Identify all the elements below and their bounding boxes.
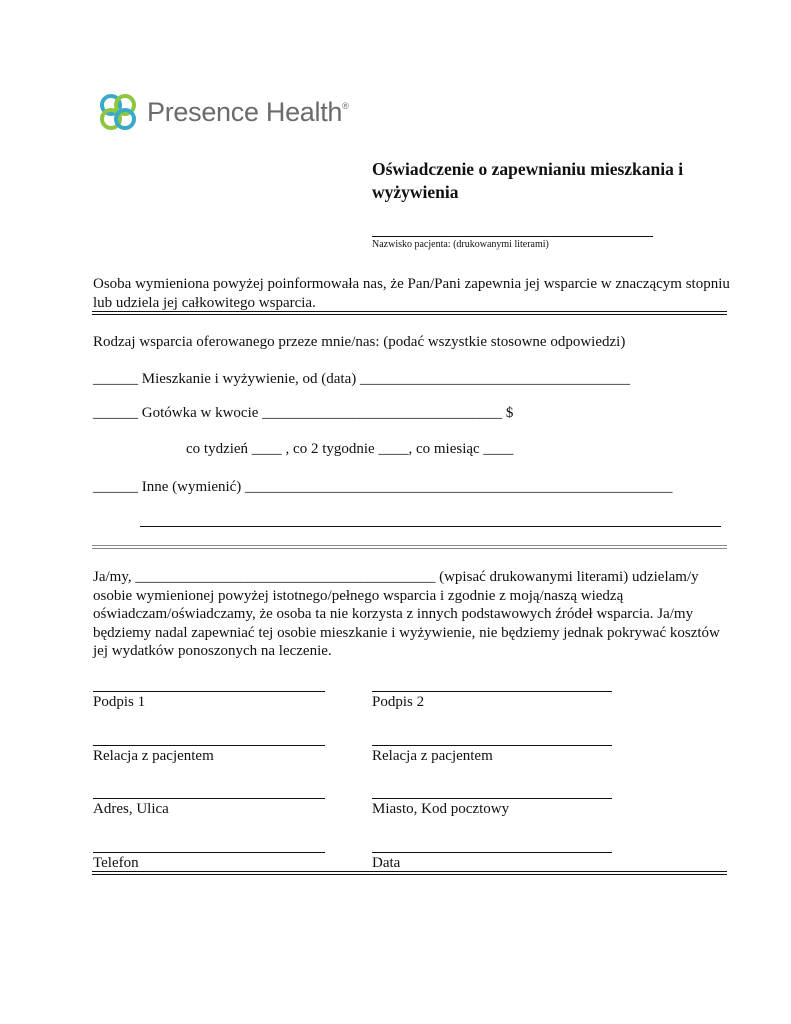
city-postal-line[interactable]	[372, 798, 612, 799]
city-postal-label: Miasto, Kod pocztowy	[372, 801, 510, 817]
date-label: Data	[372, 855, 401, 871]
declaration-paragraph: Ja/my, ________________________________________ (wpisać drukowanymi literami) udzielam/y osobie wymienionej powyżej istotnego/pełnego wsparcia i zgodnie z moją/naszą wiedzą oświadczam/oświadczamy, że osoba ta nie korzysta z innych podstawowych źródeł wsparcia. Ja/my będziemy nadal zapewniać tej osobie mieszkanie i wyżywienie, nie będziemy jednak pokrywać kosztów jej wydatków ponoszonych na leczenie.	[93, 569, 720, 659]
document-title: Oświadczenie o zapewnianiu mieszkania i wyżywienia	[372, 159, 684, 202]
address-street-line[interactable]	[93, 798, 325, 799]
housing-option[interactable]: ______ Mieszkanie i wyżywienie, od (data) ____________________________________	[93, 371, 631, 387]
relation-2-label: Relacja z pacjentem	[372, 748, 493, 764]
relation-1-label: Relacja z pacjentem	[93, 748, 214, 764]
relation-2-line[interactable]	[372, 745, 612, 746]
phone-label: Telefon	[93, 855, 139, 871]
signature-2-label: Podpis 2	[372, 694, 425, 710]
patient-name-caption: Nazwisko pacjenta: (drukowanymi literami)	[372, 239, 549, 250]
bottom-divider	[92, 871, 727, 875]
intro-paragraph: Osoba wymieniona powyżej poinformowała nas, że Pan/Pani zapewnia jej wsparcie w znaczącym stopniu lub udziela jej całkowitego wsparcia.	[93, 276, 730, 311]
cash-frequency[interactable]: co tydzień ____ , co 2 tygodnie ____, co miesiąc ____	[186, 441, 514, 457]
patient-name-line[interactable]	[372, 236, 653, 237]
address-street-label: Adres, Ulica	[93, 801, 169, 817]
signature-1-line[interactable]	[93, 691, 325, 692]
section-divider	[92, 311, 727, 315]
other-continuation-line[interactable]	[140, 526, 721, 527]
other-option[interactable]: ______ Inne (wymienić) _________________________________________________________	[93, 479, 673, 495]
signature-1-label: Podpis 1	[93, 694, 146, 710]
cash-option[interactable]: ______ Gotówka w kwocie ________________________________ $	[93, 405, 514, 421]
signature-2-line[interactable]	[372, 691, 612, 692]
section-divider	[92, 545, 727, 549]
support-heading: Rodzaj wsparcia oferowanego przeze mnie/nas: (podać wszystkie stosowne odpowiedzi)	[93, 334, 626, 350]
logo-text: Presence Health®	[147, 96, 349, 127]
phone-line[interactable]	[93, 852, 325, 853]
date-line[interactable]	[372, 852, 612, 853]
logo-rings-icon	[97, 91, 139, 133]
relation-1-line[interactable]	[93, 745, 325, 746]
presence-health-logo	[97, 90, 348, 134]
